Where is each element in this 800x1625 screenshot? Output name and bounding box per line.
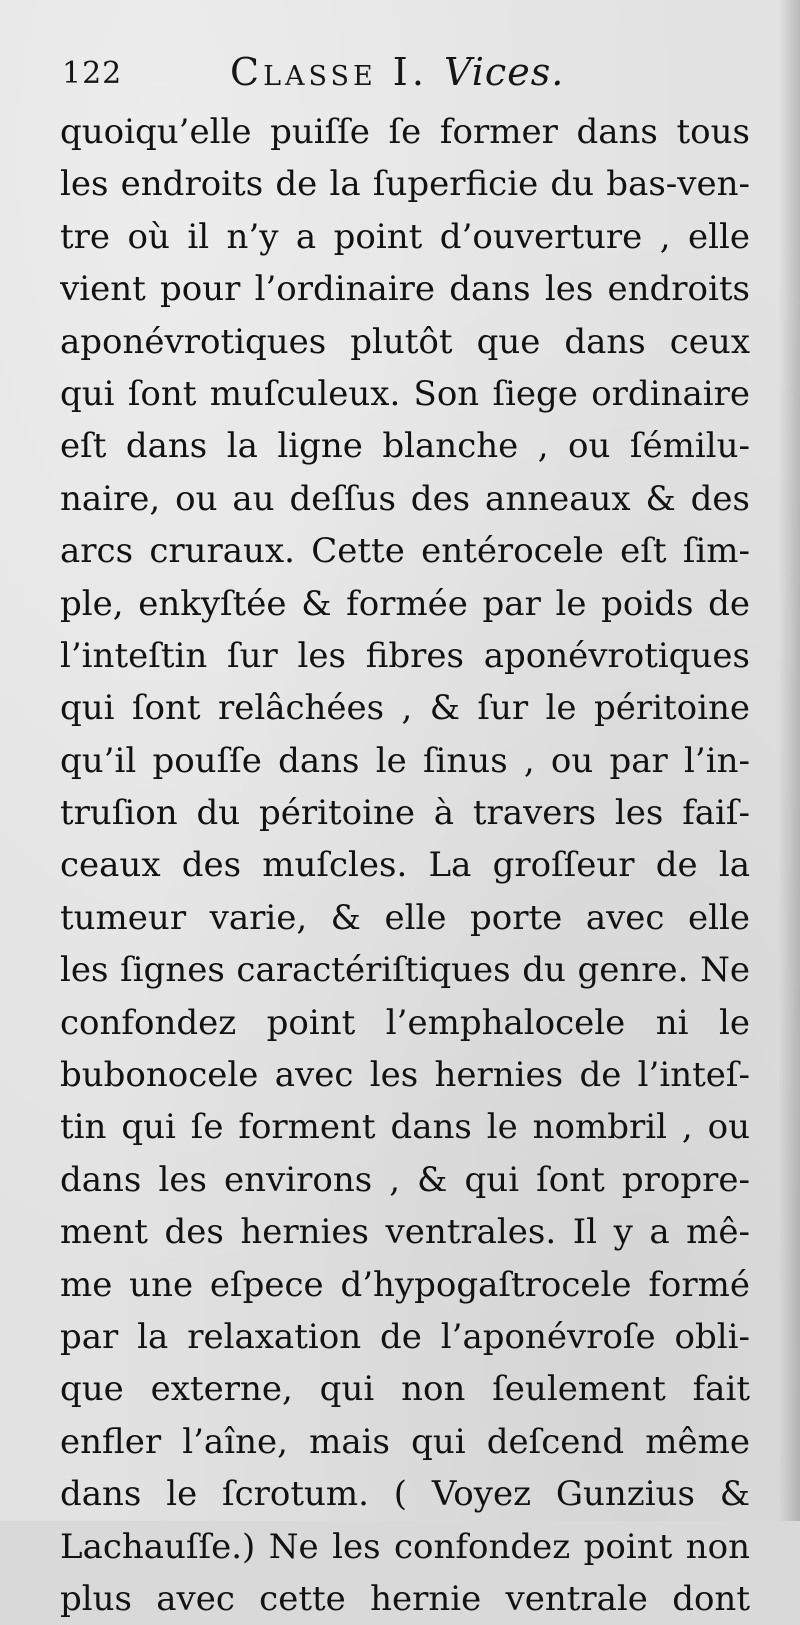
text-line: tin qui ſe forment dans le nombril , ou [60, 1107, 750, 1148]
text-line: aponévrotiques plutôt que dans ceux [60, 321, 750, 362]
text-line: confondez point l’emphalocele ni le [60, 1002, 750, 1043]
text-line: ple, enkyſtée & formée par le poids de [60, 583, 750, 624]
text-line: les ſignes caractériſtiques du genre. Ne [60, 950, 750, 991]
page-edge-shadow [778, 0, 800, 1521]
running-title-italic: Vices. [444, 50, 565, 94]
text-line: truſion du péritoine à travers les faiſ- [60, 793, 750, 834]
text-line: ment des hernies ventrales. Il y a mê- [60, 1212, 750, 1253]
text-line: dans le ſcrotum. ( Voyez Gunzius & [60, 1474, 750, 1515]
text-line: Lachauſſe.) Ne les confondez point non [60, 1526, 750, 1567]
text-line: l’inteſtin ſur les fibres aponévrotiques [60, 635, 750, 676]
text-line: bubonocele avec les hernies de l’inteſ- [60, 1055, 750, 1096]
text-line: qu’il pouſſe dans le ſinus , ou par l’in- [60, 740, 750, 781]
text-line: qui ſont muſculeux. Son ſiege ordinaire [60, 373, 750, 414]
text-line: enfler l’aîne, mais qui deſcend même [60, 1421, 750, 1462]
text-line: arcs cruraux. Cette entérocele eſt ſim- [60, 531, 750, 572]
text-line: dans les environs , & qui ſont propre- [60, 1159, 750, 1200]
text-line: tumeur varie, & elle porte avec elle [60, 897, 750, 938]
text-line: qui ſont relâchées , & ſur le péritoine [60, 688, 750, 729]
page-number: 122 [62, 56, 123, 91]
text-line: ceaux des muſcles. La groſſeur de la [60, 845, 750, 886]
text-line: les endroits de la ſuperficie du bas-ven- [60, 164, 750, 205]
text-line: me une eſpece d’hypogaſtrocele formé [60, 1264, 750, 1305]
text-line: quoiqu’elle puiſſe ſe former dans tous [60, 112, 750, 152]
page-header [62, 46, 762, 102]
body-text [60, 106, 750, 1625]
text-line: que externe, qui non ſeulement fait [60, 1369, 750, 1410]
text-line: vient pour l’ordinaire dans les endroits [60, 269, 750, 310]
text-line: par la relaxation de l’aponévroſe obli- [60, 1316, 750, 1357]
running-title-class: Classe I. [230, 50, 428, 94]
text-line: naire, ou au deſſus des anneaux & des [60, 478, 750, 519]
running-title [230, 50, 564, 94]
text-line: eſt dans la ligne blanche , ou ſémilu- [60, 426, 750, 467]
text-line: plus avec cette hernie ventrale dont [60, 1578, 750, 1619]
text-line: tre où il n’y a point d’ouverture , elle [60, 216, 750, 257]
